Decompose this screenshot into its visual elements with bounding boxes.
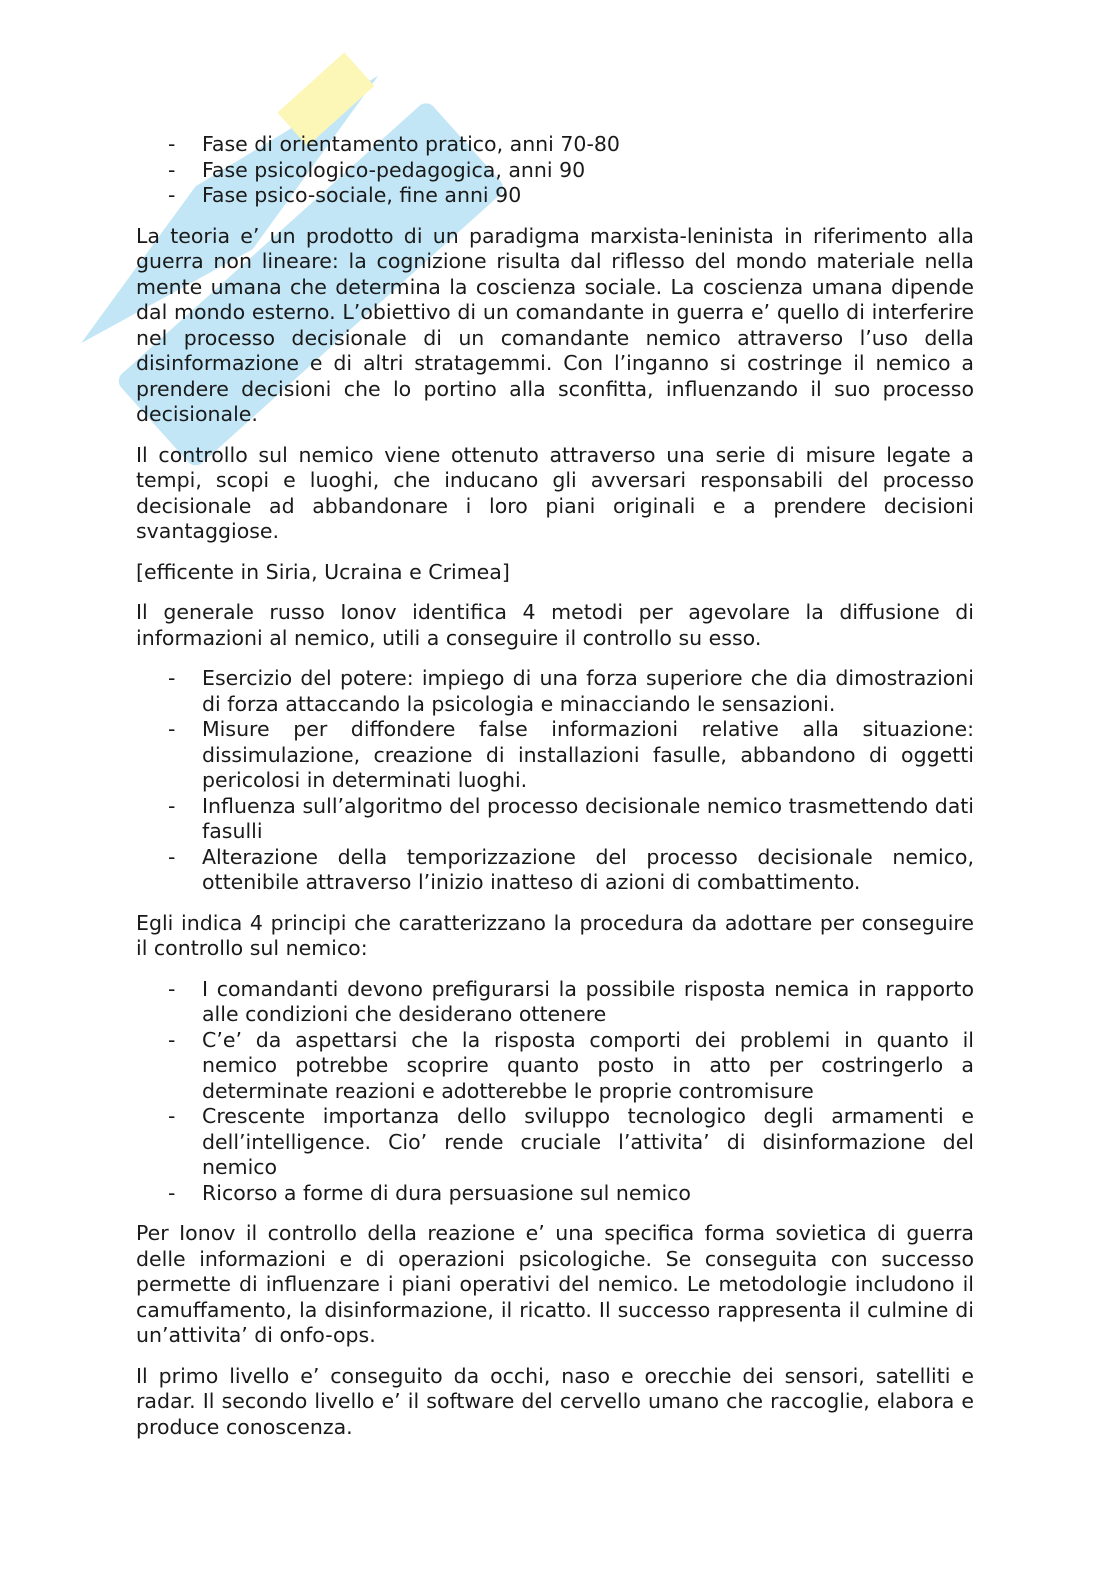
principles-list (136, 977, 974, 1207)
list-item: - C’e’ da aspettarsi che la risposta comporti dei problemi in quanto il nemico potrebbe scoprire quanto posto in atto per costringerlo a determinate reazioni e adotterebbe le proprie contromisure (168, 1027, 974, 1103)
bullet-dash: - (168, 183, 176, 207)
bullet-dash: - (168, 1027, 176, 1052)
document-page (136, 132, 974, 1455)
bullet-dash: - (168, 1104, 176, 1128)
list-item: - Fase psicologico-pedagogica, anni 90 (168, 157, 586, 182)
list-item: - Misure per diffondere false informazioni relative alla situazione: dissimulazione, creazione di installazioni fasulle, abbandono di oggetti pericolosi in determinati luoghi. (168, 717, 974, 792)
paragraph-principles-intro: Egli indica 4 principi che caratterizzano la procedura da adottare per conseguire il controllo sul nemico: (136, 910, 974, 960)
paragraph-reaction-control: Per Ionov il controllo della reazione e’ una specifica forma sovietica di guerra delle informazioni e di operazioni psicologiche. Se conseguita con successo permette di influenzare i piani operativi del nemico. Le metodologie includono il camuffamento, la disinformazione, il ricatto. Il successo rappresenta il culmine di un’attivita’ di onfo-ops. (136, 1221, 974, 1347)
bullet-dash: - (168, 717, 176, 741)
paragraph-ionov-methods-intro: Il generale russo Ionov identifica 4 metodi per agevolare la diffusione di informazioni al nemico, utili a conseguire il controllo su esso. (136, 600, 974, 650)
phases-list (136, 132, 974, 209)
bullet-dash: - (168, 1180, 176, 1205)
methods-list (136, 666, 974, 896)
bullet-dash: - (168, 666, 176, 690)
list-item: - I comandanti devono prefigurarsi la possibile risposta nemica in rapporto alle condizioni che desiderano ottenere (168, 976, 974, 1026)
list-item: - Crescente importanza dello sviluppo tecnologico degli armamenti e dell’intelligence. Cio’ rende cruciale l’attivita’ di disinformazione del nemico (168, 1104, 974, 1179)
bullet-dash: - (168, 132, 176, 156)
list-item: - Fase psico-sociale, fine anni 90 (168, 183, 522, 207)
bullet-dash: - (168, 157, 176, 182)
list-item: - Ricorso a forme di dura persuasione sul nemico (168, 1180, 691, 1205)
paragraph-control: Il controllo sul nemico viene ottenuto attraverso una serie di misure legate a tempi, scopi e luoghi, che inducano gli avversari responsabili del processo decisionale ad abbandonare i loro piani originali e a prendere decisioni svantaggiose. (136, 442, 974, 543)
list-item: - Esercizio del potere: impiego di una forza superiore che dia dimostrazioni di forza attaccando la psicologia e minacciando le sensazioni. (168, 666, 974, 716)
paragraph-theory: La teoria e’ un prodotto di un paradigma marxista-leninista in riferimento alla guerra non lineare: la cognizione risulta dal riflesso del mondo materiale nella mente umana che determina la coscienza sociale. La coscienza umana dipende dal mondo esterno. L’obiettivo di un comandante in guerra e’ quello di interferire nel processo decisionale di un comandante nemico attraverso l’uso della disinformazione e di altri stratagemmi. Con l’inganno si costringe il nemico a prendere decisioni che lo portino alla sconfitta, influenzando il suo processo decisionale. (136, 223, 974, 426)
list-item: - Influenza sull’algoritmo del processo decisionale nemico trasmettendo dati fasulli (168, 793, 974, 843)
list-item: - Fase di orientamento pratico, anni 70-80 (168, 132, 620, 156)
paragraph-note: [efficente in Siria, Ucraina e Crimea] (136, 559, 510, 584)
bullet-dash: - (168, 976, 176, 1001)
paragraph-levels: Il primo livello e’ conseguito da occhi, naso e orecchie dei sensori, satelliti e radar. Il secondo livello e’ il software del cervello umano che raccoglie, elabora e produce conoscenza. (136, 1363, 974, 1439)
list-item: - Alterazione della temporizzazione del processo decisionale nemico, ottenibile attraverso l’inizio inatteso di azioni di combattimento. (168, 844, 974, 894)
bullet-dash: - (168, 844, 176, 869)
bullet-dash: - (168, 793, 176, 818)
